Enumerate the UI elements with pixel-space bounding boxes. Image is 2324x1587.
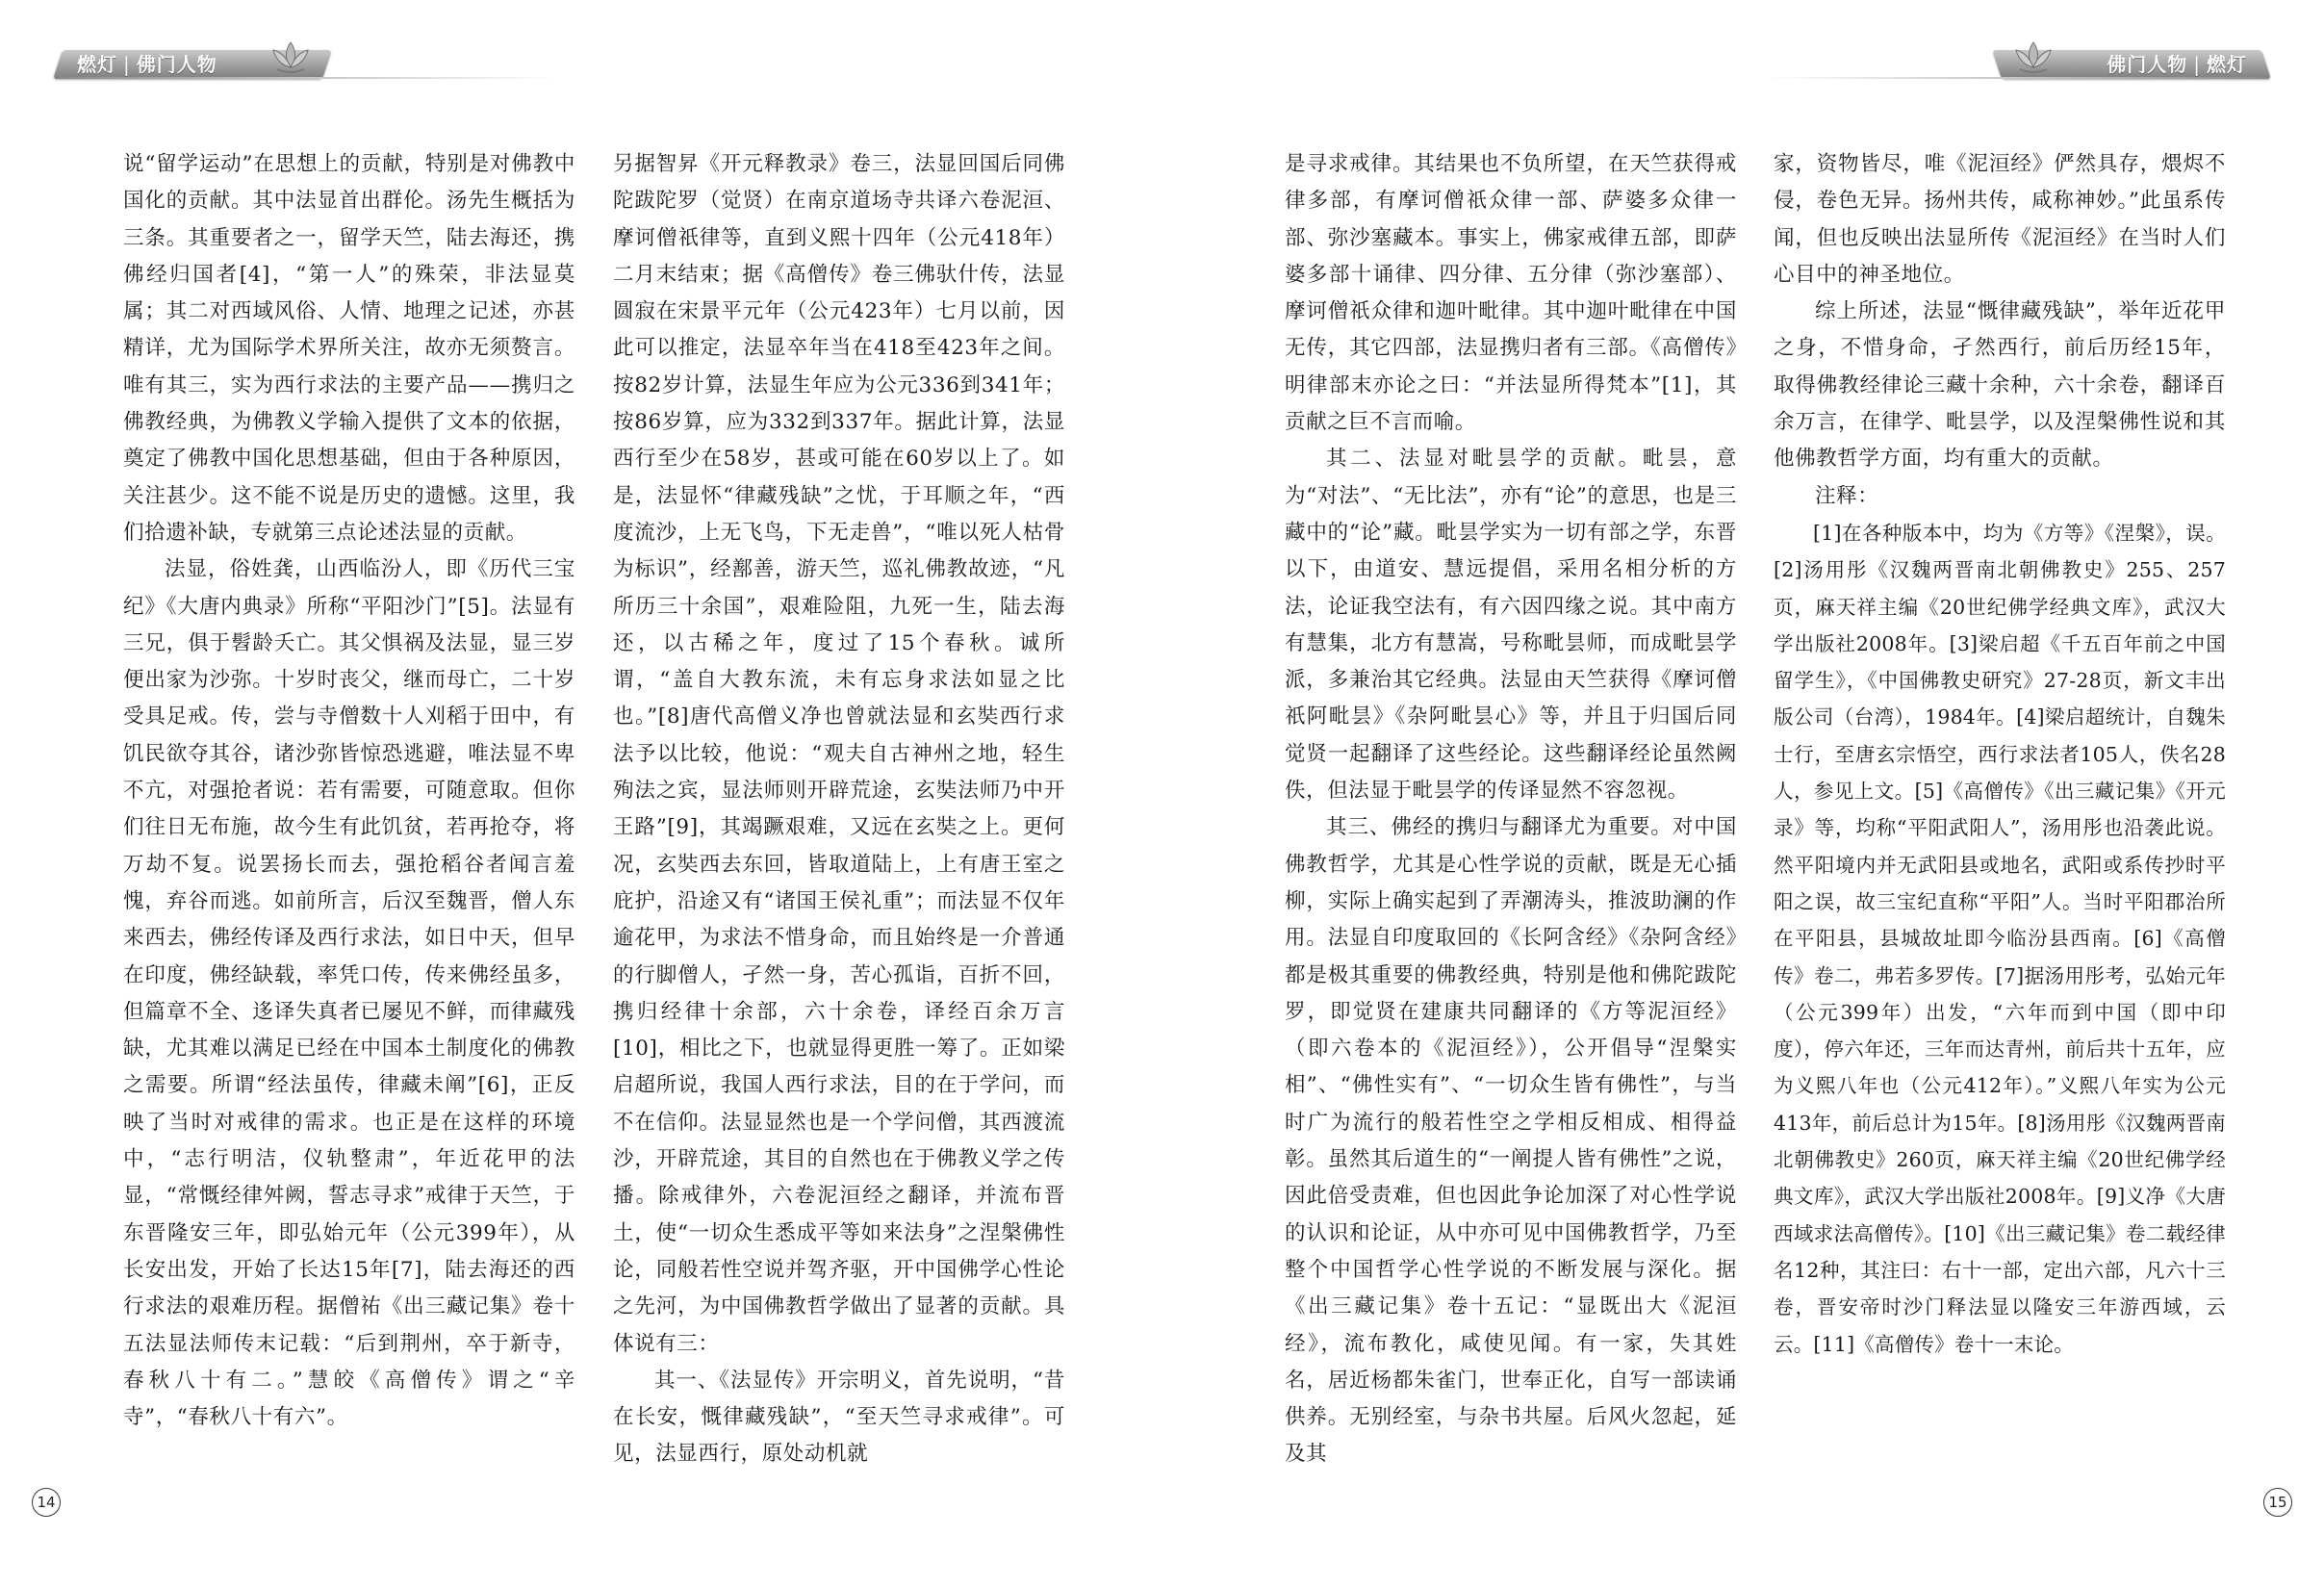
paragraph: 家，资物皆尽，唯《泥洹经》俨然具存，煨烬不侵，卷色无异。扬州共传，咸称神妙。”此虽系传闻，但也反映出法显所传《泥洹经》在当时人们心目中的神圣地位。 bbox=[1774, 152, 2226, 287]
paragraph: 综上所述，法显“慨律藏残缺”，举年近花甲之身，不惜身命，孑然西行，前后历经15年，取得佛教经律论三藏十余种，六十余卷，翻译百余万言，在律学、毗昙学，以及涅槃佛性说和其他佛教哲学方面，均有重大的贡献。 bbox=[1774, 299, 2226, 472]
paragraph: 说“留学运动”在思想上的贡献，特别是对佛教中国化的贡献。其中法显首出群伦。汤先生概括为三条。其重要者之一，留学天竺，陆去海还，携佛经归国者[4]，“第一人”的殊荣，非法显莫属；其二对西域风俗、人情、地理之记述，亦甚精详，尤为国际学术界所关注，故亦无须赘言。唯有其三，实为西行求法的主要产品——携归之佛教经典，为佛教义学输入提供了文本的依据，奠定了佛教中国化思想基础，但由于各种原因，关注甚少。这不能不说是历史的遗憾。这里，我们拾遗补缺，专就第三点论述法显的贡献。 bbox=[123, 152, 575, 545]
page-number: 14 bbox=[32, 1488, 61, 1517]
right-page bbox=[1162, 0, 2324, 1587]
left-page-column-1 bbox=[123, 146, 575, 1436]
header-rule bbox=[58, 77, 558, 79]
header-section-name: 佛门人物 bbox=[2107, 53, 2188, 76]
header-magazine-name: 燃灯 bbox=[77, 53, 117, 76]
paragraph: 是寻求戒律。其结果也不负所望，在天竺获得戒律多部，有摩诃僧祇众律一部、萨婆多众律一部、弥沙塞藏本。事实上，佛家戒律五部，即萨婆多部十诵律、四分律、五分律（弥沙塞部）、摩诃僧祇众律和迦叶毗律。其中迦叶毗律在中国无传，其它四部，法显携归者有三部。《高僧传》明律部末亦论之曰：“并法显所得梵本”[1]，其贡献之巨不言而喻。 bbox=[1285, 152, 1737, 435]
left-running-header bbox=[58, 50, 327, 79]
right-page-column-1 bbox=[1285, 146, 1737, 1473]
footnotes bbox=[1774, 515, 2226, 1363]
lotus-icon bbox=[269, 37, 312, 79]
header-separator: | bbox=[2193, 53, 2201, 76]
right-page-column-2 bbox=[1774, 146, 2226, 1363]
left-page-column-2 bbox=[613, 146, 1065, 1473]
right-running-header bbox=[1997, 50, 2266, 79]
header-rule bbox=[1766, 77, 2266, 79]
header-magazine-name: 燃灯 bbox=[2207, 53, 2247, 76]
paragraph: 另据智昇《开元释教录》卷三，法显回国后同佛陀跋陀罗（觉贤）在南京道场寺共译六卷泥洹、摩诃僧祇律等，直到义熙十四年（公元418年）二月末结束；据《高僧传》卷三佛驮什传，法显圆寂在宋景平元年（公元423年）七月以前，因此可以推定，法显卒年当在418至423年之间。按82岁计算，法显生年应为公元336到341年；按86岁算，应为332到337年。据此计算，法显西行至少在58岁，甚或可能在60岁以上了。如是，法显怀“律藏残缺”之忧，于耳顺之年，“西度流沙，上无飞鸟，下无走兽”，“唯以死人枯骨为标识”，经鄯善，游天竺，巡礼佛教故迹，“凡所历三十余国”，艰难险阻，九死一生，陆去海还，以古稀之年，度过了15个春秋。诚所谓，“盖自大教东流，未有忘身求法如显之比也。”[8]唐代高僧义净也曾就法显和玄奘西行求法予以比较，他说：“观夫自古神州之地，轻生殉法之宾，显法师则开辟荒途，玄奘法师乃中开王路”[9]，其竭蹶艰难，又远在玄奘之上。更何况，玄奘西去东回，皆取道陆上，上有唐王室之庇护，沿途又有“诸国王侯礼重”；而法显不仅年逾花甲，为求法不惜身命，而且始终是一介普通的行脚僧人，孑然一身，苦心孤诣，百折不回，携归经律十余部，六十余卷，译经百余万言[10]，相比之下，也就显得更胜一筹了。正如梁启超所说，我国人西行求法，目的在于学问，而不在信仰。法显显然也是一个学问僧，其西渡流沙，开辟荒途，其目的自然也在于佛教义学之传播。除戒律外，六卷泥洹经之翻译，并流布晋土，使“一切众生悉成平等如来法身”之涅槃佛性论，同般若性空说并驾齐驱，开中国佛学心性论之先河，为中国佛教哲学做出了显著的贡献。具体说有三： bbox=[613, 152, 1065, 1356]
paragraph: 其一、《法显传》开宗明义，首先说明，“昔在长安，慨律藏残缺”，“至天竺寻求戒律”。可见，法显西行，原处动机就 bbox=[613, 1368, 1065, 1467]
header-separator: | bbox=[123, 53, 131, 76]
header-section-name: 佛门人物 bbox=[136, 53, 217, 76]
notes-heading: 注释： bbox=[1815, 483, 1879, 508]
paragraph: 法显，俗姓龚，山西临汾人，即《历代三宝纪》《大唐内典录》所称“平阳沙门”[5]。法显有三兄，俱于髫龄夭亡。其父惧祸及法显，显三岁便出家为沙弥。十岁时丧父，继而母亡，二十岁受具足戒。传，尝与寺僧数十人刈稻于田中，有饥民欲夺其谷，诸沙弥皆惊恐逃避，唯法显不卑不亢，对强抢者说：若有需要，可随意取。但你们往日无布施，故今生有此饥贫，若再抢夺，将万劫不复。说罢扬长而去，强抢稻谷者闻言羞愧，弃谷而逃。如前所言，后汉至魏晋，僧人东来西去，佛经传译及西行求法，如日中天，但早在印度，佛经缺载，率凭口传，传来佛经虽多，但篇章不全、迻译失真者已屡见不鲜，而律藏残缺，尤其难以满足已经在中国本土制度化的佛教之需要。所谓“经法虽传，律藏未阐”[6]，正反映了当时对戒律的需求。也正是在这样的环境中，“志行明洁，仪轨整肃”，年近花甲的法显，“常慨经律舛阙，誓志寻求”戒律于天竺，于东晋隆安三年，即弘始元年（公元399年），从长安出发，开始了长达15年[7]，陆去海还的西行求法的艰难历程。据僧祐《出三藏记集》卷十五法显法师传末记载：“后到荆州，卒于新寺，春秋八十有二。”慧皎《高僧传》谓之“辛寺”，“春秋八十有六”。 bbox=[123, 557, 575, 1430]
footnotes-text: [1]在各种版本中，均为《方等》《涅槃》，误。[2]汤用彤《汉魏两晋南北朝佛教史》255、257页，麻天祥主编《20世纪佛学经典文库》，武汉大学出版社2008年。[3]梁启超《千五百年前之中国留学生》，《中国佛教史研究》27-28页，新文丰出版公司（台湾），1984年。[4]梁启超统计，自魏朱士行，至唐玄宗悟空，西行求法者105人，佚名28人，参见上文。[5]《高僧传》《出三藏记集》《开元录》等，均称“平阳武阳人”，汤用彤也沿袭此说。然平阳境内并无武阳县或地名，武阳或系传抄时平阳之误，故三宝纪直称“平阳”人。当时平阳郡治所在平阳县，县城故址即今临汾县西南。[6]《高僧传》卷二，弗若多罗传。[7]据汤用彤考，弘始元年（公元399年）出发，“六年而到中国（即中印度），停六年还，三年而达青州，前后共十五年，应为义熙八年也（公元412年）。”义熙八年实为公元413年，前后总计为15年。[8]汤用彤《汉魏两晋南北朝佛教史》260页，麻天祥主编《20世纪佛学经典文库》，武汉大学出版社2008年。[9]义净《大唐西域求法高僧传》。[10]《出三藏记集》卷二载经律名12种，其注曰：右十一部，定出六部，凡六十三卷，晋安帝时沙门释法显以隆安三年游西域，云云。[11]《高僧传》卷十一末论。 bbox=[1774, 521, 2226, 1356]
lotus-icon bbox=[2012, 37, 2055, 79]
paragraph: 其三、佛经的携归与翻译尤为重要。对中国佛教哲学，尤其是心性学说的贡献，既是无心插柳，实际上确实起到了弄潮涛头，推波助澜的作用。法显自印度取回的《长阿含经》《杂阿含经》都是极其重要的佛教经典，特别是他和佛陀跋陀罗，即觉贤在建康共同翻译的《方等泥洹经》（即六卷本的《泥洹经》），公开倡导“涅槃实相”、“佛性实有”、“一切众生皆有佛性”，与当时广为流行的般若性空之学相反相成、相得益彰。虽然其后道生的“一阐提人皆有佛性”之说，因此倍受责难，但也因此争论加深了对心性学说的认识和论证，从中亦可见中国佛教哲学，乃至整个中国哲学心性学说的不断发展与深化。据《出三藏记集》卷十五记：“显既出大《泥洹经》，流布教化，咸使见闻。有一家，失其姓名，居近杨都朱雀门，世奉正化，自写一部读诵供养。无别经室，与杂书共屋。后风火忽起，延及其 bbox=[1285, 815, 1737, 1467]
page-number: 15 bbox=[2263, 1488, 2292, 1517]
paragraph: 其二、法显对毗昙学的贡献。毗昙，意为“对法”、“无比法”，亦有“论”的意思，也是三藏中的“论”藏。毗昙学实为一切有部之学，东晋以下，由道安、慧远提倡，采用名相分析的方法，论证我空法有，有六因四缘之说。其中南方有慧集，北方有慧嵩，号称毗昙师，而成毗昙学派，多兼治其它经典。法显由天竺获得《摩诃僧祇阿毗昙》《杂阿毗昙心》等，并且于归国后同觉贤一起翻译了这些经论。这些翻译经论虽然阙佚，但法显于毗昙学的传译显然不容忽视。 bbox=[1285, 447, 1737, 804]
